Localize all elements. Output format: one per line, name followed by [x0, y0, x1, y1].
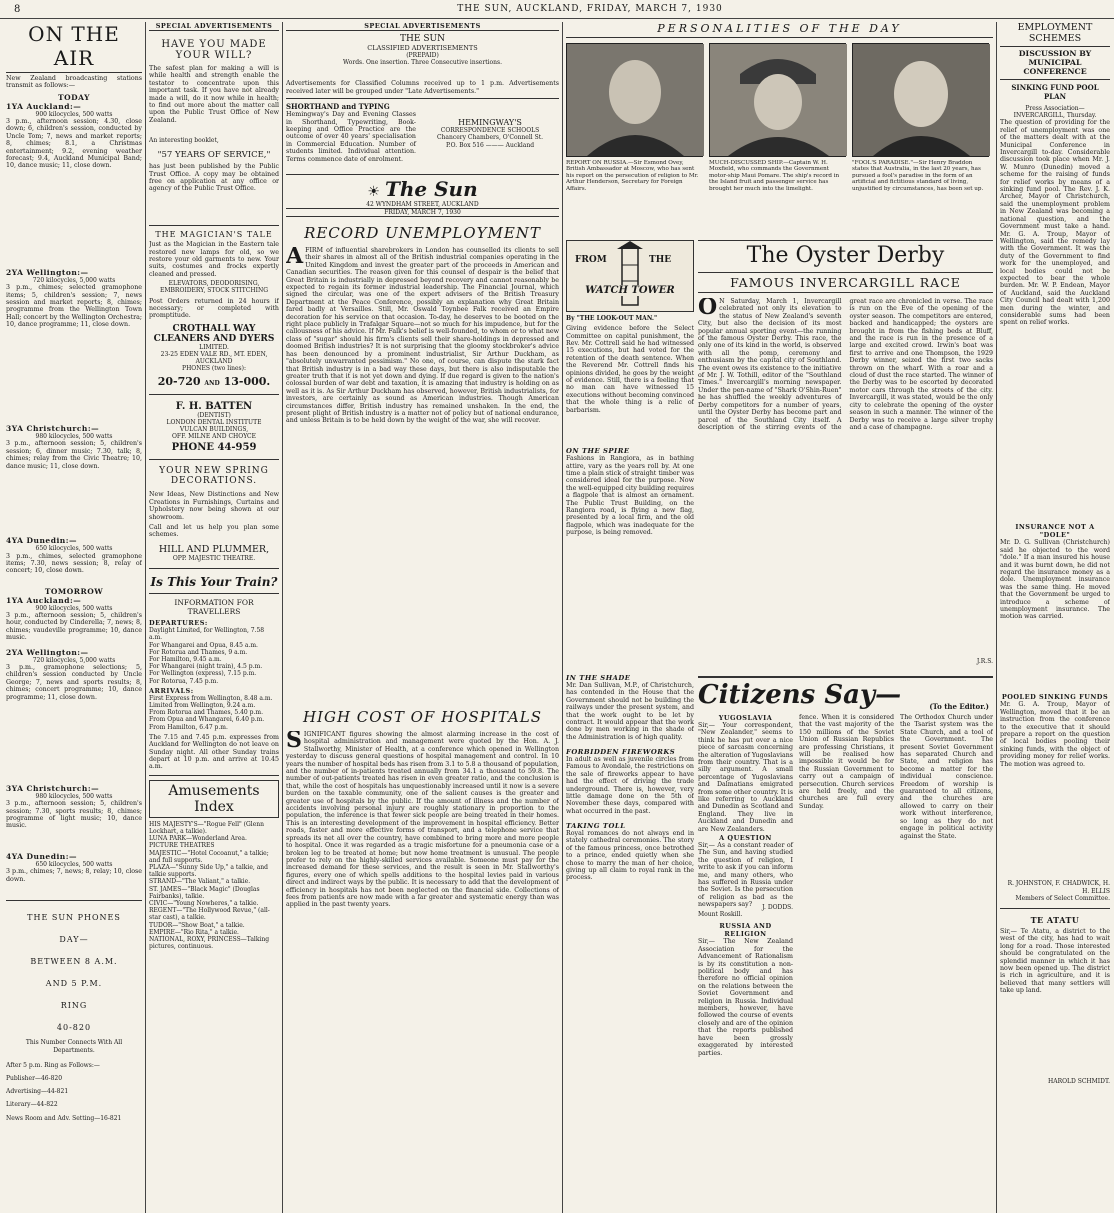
tm-auckland-power: 900 kilocycles, 500 watts [35, 604, 113, 612]
hill-address: OPP. MAJESTIC THEATRE. [172, 554, 256, 562]
watch-tower-column [566, 240, 694, 670]
wellington-head: 2YA Wellington:— [6, 268, 89, 278]
po-box: P.O. Box 516 ——— Auckland [445, 141, 535, 149]
personalities-section [566, 22, 993, 236]
spire-body: Fashions in Rangiora, as in bathing attire, vary as the years roll by. At one time a plain stick of straight timber was considered ideal for the purpose. Now the well-equipped city building requires a flagpole that is almost an ornament. The Public Trust Building, on the Rangiora road, is flying a new flag, presented by a local firm, and the old flagpole, which was inadequate for the purpose, is being removed. [566, 455, 694, 537]
tm-dunedin-prog: 3 p.m., chimes; 7, news; 8, relay; 10, close down. [6, 868, 142, 883]
insurance-head: INSURANCE NOT A "DOLE" [1015, 523, 1095, 540]
years-body: has just been published by the Public Trust Office. A copy may be obtained free on application at any office or agency of the Public Trust Office. [149, 163, 279, 193]
tm-dunedin-power: 650 kilocycles, 500 watts [35, 861, 113, 869]
logo-from: FROM [575, 255, 607, 265]
yugoslavia-head: YUGOSLAVIA [718, 714, 773, 722]
tm-auckland-head: 1YA Auckland:— [6, 595, 82, 605]
col-rule [996, 22, 997, 1213]
col-rule [145, 22, 146, 1213]
cleaners-sub: ELEVATORS, DEODORISING, EMBROIDERY, STOCK STITCHING [160, 280, 268, 295]
magician-title: THE MAGICIAN'S TALE [155, 230, 273, 240]
personalities-title: PERSONALITIES OF THE DAY [566, 22, 993, 38]
sun-emblem-icon: ☀ [367, 184, 380, 200]
will-tail: An interesting booklet, [149, 137, 219, 144]
citizens-title: Citizens Say— [698, 676, 993, 710]
tower-icon [567, 241, 693, 309]
newsroom-phone: News Room and Adv. Setting—16-821 [6, 1114, 122, 1122]
watch-tower-byline: By "THE LOOK-OUT MAN." [566, 315, 658, 322]
caption-moxfield: MUCH-DISCUSSED SHIP.—Captain W. H. Moxfield, who commands the Government motor-ship Maui Pomare. The ship's record in the Island fruit and passenger service has brought her much into the limelight. [709, 160, 840, 192]
batten-address: OFF. MILNE AND CHOYCE [171, 433, 257, 441]
on-the-air-column [6, 22, 142, 1210]
phones-line-3: BETWEEN 8 A.M. [30, 957, 118, 967]
tm-wellington-prog: 3 p.m., gramophone selections; 5, children's session conducted by Uncle George; 7, news and sports results; 8, chimes; concert programme; 10, dance programme; 11, close down. [6, 664, 142, 701]
te-atatu-body: Sir,— Te Atatu, a district to the west of the city, has had to wait long for a road. Those interested should be congratulated on the splendid manner in which it has now been opened up. The district is rich in agriculture, and it is believed that many settlers will take up land. [1000, 928, 1110, 995]
phones-line-6: 40-820 [56, 1023, 92, 1033]
phones-line-5: RING [60, 1001, 88, 1011]
crothall-limited: LIMITED. [199, 343, 229, 351]
shade-body: Mr. Dan Sullivan, M.P., of Christchurch, has contended in the House that the Government should not be building the railways under the present system, and that the work ought to be let by contract. It would appear that the work done by men working in the shade of the Administration is of high quality. [566, 682, 694, 741]
after-hours: After 5 p.m. Ring as Follows:— [6, 1061, 100, 1069]
fireworks-body: In adult as well as juvenile circles from Famous to Avondale, the restrictions on the sale of fireworks appear to have had the effect of driving the trade underground. There is, however, very little damage done on the 5th of November these days, compared with what occurred in the past. [566, 756, 694, 815]
tm-christchurch-head: 3YA Christchurch:— [6, 784, 100, 794]
sinking-fund-head: SINKING FUND POOL PLAN [1011, 83, 1099, 101]
employment-title: EMPLOYMENT SCHEMES [1017, 22, 1093, 44]
caption-braddon: "FOOL'S PARADISE."—Sir Henry Braddon states that Australia, in the last 20 years, has pursued a fool's paradise in the form of an artificial and fictitious standard of living, unjustified by circumstances, has been set up. [852, 160, 984, 192]
today-head: TODAY [58, 92, 90, 102]
russia-right: The Orthodox Church under the Tsarist system was the State Church, and a tool of the Government. The present Soviet Government has separated Church and State, and religion has become a matter for the individual conscience. Freedom of worship is guaranteed to all citizens, and the churches are allowed to carry on their work without interference, so long as they do not engage in political activity against the State. [900, 714, 993, 840]
editorial-hospitals [286, 708, 559, 1208]
departures-head: DEPARTURES: [149, 619, 208, 628]
air-intro: New Zealand broadcasting stations transmit as follows:— [6, 75, 142, 90]
te-atatu-signature: HAROLD SCHMIDT. [1048, 1078, 1110, 1086]
phones-line-2: DAY— [59, 935, 89, 945]
insurance-body: Mr. D. G. Sullivan (Christchurch) said he objected to the word "dole." If a man insured his house and it was burnt down, he did not regard the insurance money as a dole. Unemployment insurance was the same thing. He moved that the Government be urged to introduce a scheme of unemployment insurance. The motion was carried. [1000, 539, 1110, 621]
auckland-head: 1YA Auckland:— [6, 101, 82, 111]
oyster-subtitle: FAMOUS INVERCARGILL RACE [698, 272, 993, 293]
batten-phone: PHONE 44-959 [171, 442, 257, 454]
wellington-prog: 3 p.m., chimes; selected gramophone items; 5, children's session; 7, news session and market reports; 8, chimes; programme from the Wellington Town Hall; concert by the Wellington Orchestra; 10, dance programme; 11, close down. [6, 284, 142, 329]
logo-name: WATCH TOWER [573, 285, 687, 296]
watch-tower-body: Giving evidence before the Select Committee on capital punishment, the Rev. Mr. Cottrell said he had witnessed 15 executions, but had voted for the retention of the death sentence. When the Reverend Mr. Cottrell finds his opinions divided, he goes by the weight of evidence. Still, there is a feeling that no man can have witnessed 15 executions without becoming convinced that the whole thing is a relic of barbarism. [566, 325, 694, 414]
toll-head: TAKING TOLL [566, 822, 626, 830]
special-ads-label: SPECIAL ADVERTISEMENTS [149, 22, 279, 31]
watch-tower-continued [566, 674, 694, 1208]
masthead-address: 42 WYNDHAM STREET, AUCKLAND [366, 201, 479, 208]
will-body: The safest plan for making a will is while health and strength enable the testator to concentrate upon this important task. If you have not already made a will, do it now while in health; to find out more about the matter call upon the Public Trust Office of New Zealand. [149, 65, 279, 124]
oyster-signoff: J.R.S. [976, 658, 993, 665]
oyster-title: The Oyster Derby [698, 240, 993, 268]
yugoslavia-body: Sir,— Your correspondent, "New Zealander," seems to think he has put over a nice piece of sarcasm concerning the alteration of Yugoslavians from their country. That is a silly argument. A small percentage of Yugoslavians and Dalmatians emigrated from some other country. It is like referring to Auckland and Dunedin as Scotland and England. They live in Auckland and Dunedin and are New Zealanders. [698, 722, 793, 833]
classified-box [286, 22, 559, 170]
tm-auckland-prog: 3 p.m., afternoon session; 5, children's hour, conducted by Cinderella; 7, news; 8, chimes; vaudeville programme; 10, dance music. [6, 611, 142, 642]
years-title: "57 YEARS OF SERVICE," [157, 150, 271, 161]
hospitals-title: HIGH COST OF HOSPITALS [302, 708, 543, 726]
phones-line-4: AND 5 P.M. [45, 979, 103, 989]
toll-body: Royal romances do not always end in stately cathedral ceremonies. The story of the famous princess, once betrothed to a prince, ended quietly when she chose to marry the man of her choice, giving up all claim to royal rank in the process. [566, 830, 694, 882]
fireworks-head: FORBIDDEN FIREWORKS [566, 748, 676, 756]
departures-list: Daylight Limited, for Wellington, 7.58 a.m. For Whangarei and Opua, 8.45 a.m. For Rotorua and Thames, 9 a.m. For Hamilton, 9.45 a.m. For Whangarei (night train), 4.5 p.m. For Wellington (express), 7.15 p.m. For Rotorua, 7.45 p.m. [149, 627, 265, 685]
signed-title: Members of Select Committee. [1015, 894, 1110, 902]
batten-building: VULCAN BUILDINGS, [179, 426, 249, 434]
spring-tail: Call and let us help you plan some schemes. [149, 524, 279, 539]
col-rule [282, 22, 283, 1213]
tm-wellington-power: 720 kilocycles, 5,000 watts [32, 656, 116, 664]
tm-christchurch-power: 980 kilocycles, 500 watts [35, 793, 113, 801]
citizens-editor: (To the Editor.) [929, 702, 989, 711]
classified-label: SPECIAL ADVERTISEMENTS [286, 22, 559, 31]
will-title: HAVE YOU MADE YOUR WILL? [161, 39, 267, 61]
literary-phone: Literary—44-822 [6, 1101, 58, 1109]
classified-title: CLASSIFIED ADVERTISEMENTS [367, 44, 478, 52]
employment-subtitle: DISCUSSION BY MUNICIPAL CONFERENCE [1018, 49, 1092, 76]
phone-and: AND [204, 379, 220, 387]
correspondence: CORRESPONDENCE SCHOOLS [440, 127, 540, 135]
advertising-phone: Advertising—44-821 [6, 1088, 69, 1096]
dunedin-power: 650 kilocycles, 500 watts [35, 545, 113, 553]
oyster-dropcap: O [698, 298, 718, 320]
batten-name: F. H. BATTEN [175, 400, 253, 412]
logo-the: THE [649, 255, 672, 265]
portrait-ovey-image [567, 44, 704, 156]
on-the-air-title: ON THE AIR [28, 22, 120, 70]
shorthand-body: Hemingway's Day and Evening Classes in Shorthand, Typewriting, Book-keeping and Office Practice are the outcome of over 40 years' specialisation in Commercial Education. Number of students limited. Individual attention. Terms commence date of enrolment. [286, 111, 416, 163]
arrivals-list: First Express from Wellington, 8.48 a.m. Limited from Wellington, 9.24 a.m. From Rotorua and Thames, 5.40 p.m. From Opua and Whangarei, 6.40 p.m. From Hamilton, 6.47 p.m. [149, 694, 273, 731]
oyster-derby-article [698, 240, 993, 672]
question-head: A QUESTION [719, 834, 772, 842]
editorial-title: RECORD UNEMPLOYMENT [304, 224, 541, 242]
tomorrow-head: TOMORROW [44, 586, 104, 596]
special-ads-column [149, 22, 279, 1210]
masthead [286, 174, 559, 218]
masthead-name: The Sun [385, 177, 478, 201]
auckland-power: 900 kilocycles, 500 watts [35, 110, 113, 118]
classified-cols: Words. One insertion. Three Consecutive insertions. [342, 59, 503, 67]
classified-sun: THE SUN [400, 34, 445, 44]
tm-wellington-head: 2YA Wellington:— [6, 647, 89, 657]
magician-body: Just as the Magician in the Eastern tale restored new lamps for old, so we restore your old garments to new. Your suits, costumes and frocks expertly cleaned and pressed. [149, 241, 279, 278]
portrait-braddon [852, 43, 989, 157]
christchurch-power: 980 kilocycles, 500 watts [35, 433, 113, 441]
christchurch-head: 3YA Christchurch:— [6, 424, 100, 434]
hill-name: HILL AND PLUMMER, [158, 543, 270, 555]
employment-body: The question of providing for the relief of unemployment was one of the matters dealt with at the Municipal Conference in Invercargill to-day. Considerable discussion took place when Mr. J. W. Munro (Dunedin) moved a scheme for the raising of funds for relief works by means of a sinking fund pool. The Rev. J. K. Archer, Mayor of Christchurch, said the unemployment problem in New Zealand was becoming a national question, and the Government must take a hand. Mr. G. A. Troup, Mayor of Wellington, said the remedy lay with the Government. It was the duty of the Government to find work for the unemployed, and local bodies could not be expected to bear the whole burden. Mr. W. P. Endean, Mayor of Auckland, said the Auckland City Council had dealt with 1,200 men during the winter, and considerable sums had been spent on relief works. [1000, 119, 1110, 327]
train-title: Is This Your Train? [150, 575, 278, 590]
russia-middle: fence. When it is considered that the vast majority of the 150 millions of the Soviet Union of Russian Republics are professing Christians, it will be realised how impossible it would be for the Russian Government to carry out a campaign of persecution. Church services are held freely, and the churches are full every Sunday. [799, 714, 894, 810]
oyster-body: N Saturday, March 1, Invercargill celebrated not only its elevation to the status of New Zealand's seventh City, but also the decision of its most popular annual sporting event—the running of the famous Oyster Derby. This race, the only one of its kind in the world, is observed with all the pomp, ceremony and enthusiasm by the capital city of Southland. The event owes its existence to the initiative of Mr. J. W. Tothill, editor of the "Southland Times." Invercargill's morning newspaper. Under the pen-name of "Shark O'Shin-Ruen" he has shuffled the weekly adventures of Derby competitors for a number of years, until the Oyster Derby has become part and parcel of the Southland City itself. A description of the stirring events of the great race are chronicled in verse. The race is run on the Eve of the opening of the oyster season. The competitors are entered, backed and handicapped; the oysters are brought in from the fishing beds at Bluff, and the race is run in the presence of a large and excited crowd. Irwin's boat was first to arrive and one Thompson, the 1929 Derby winner, seized the first two sacks thrown on the wharf. With a roar and a cloud of dust the race started. The winner of the Derby was to be escorted by decorated motor cars through the streets of the city. Invercargill, it was stated, would be the only city to celebrate the opening of the oyster season in such a manner. The winner of the Derby was to receive a large silver trophy and a case of champagne. [698, 298, 993, 431]
publisher-phone: Publisher—46-820 [6, 1075, 63, 1083]
classified-prepaid: (PREPAID) [406, 52, 439, 59]
caption-ovey: REPORT ON RUSSIA.—Sir Esmond Ovey, British Ambassador at Moscow, who has sent his report on the persecution of religion to Mr. Arthur Henderson, Secretary for Foreign Affairs. [566, 160, 699, 192]
portrait-moxfield-image [710, 44, 847, 156]
portrait-braddon-image [853, 44, 990, 156]
crothall-name: CROTHALL WAY CLEANERS AND DYERS [153, 323, 275, 344]
cleaners-line: Post Orders returned in 24 hours if necessary; or completed with promptitude. [149, 297, 279, 320]
portrait-moxfield [709, 43, 846, 157]
col-rule [562, 22, 563, 1213]
crothall-address: 23-25 EDEN VALE RD., MT. EDEN, AUCKLAND [160, 351, 268, 366]
signed-names: R. JOHNSTON, F. CHADWICK, H. H. ELLIS [1007, 880, 1110, 895]
question-place: Mount Roskill. [698, 911, 743, 919]
phones-line-1: THE SUN PHONES [27, 913, 121, 923]
citizens-say-section [698, 676, 993, 1208]
pool-body: Mr. G. A. Troup, Mayor of Wellington, moved that it be an instruction from the conference to the executive that it should prepare a report on the question of local bodies pooling their sinking funds, with the object of providing money for relief works. The motion was agreed to. [1000, 701, 1110, 768]
spring-title: YOUR NEW SPRING DECORATIONS. [159, 466, 269, 487]
russia-head: RUSSIA AND RELIGION [719, 922, 772, 939]
hospitals-body: IGNIFICANT figures showing the almost alarming increase in the cost of hospital administration and management were quoted by the Hon. A. J. Stallworthy, Minister of Health, at a conference which opened in Wellington yesterday to discuss general questions of hospital management and control. In 10 years the number of hospital beds has risen from 3.1 to 5.8 a thousand of population, and the number of in-patients treated annually from 34.1 a thousand to 59.8. The number of out-patients treated has risen in even greater ratio, and the conclusion is that, while the cost of hospitals has unquestionably increased until it now is a severe burden on the taxable community, one of the salient causes is the greater and greater use of hospitals by the public. If the amount of illness and the number of accidents involving personal injury are roughly stationary in proportion to the population, the inference is that fewer sick people are being treated in their homes. This is an interesting development of the improvement in hospital efficiency. Better roads, faster and more effective forms of transport, and a telephone service that spreads its net all over the country, have combined to bring more and more people to hospital. Once it was regarded as a tragic misfortune for a pneumonia case or a broken leg to be treated at home; but now home treatment is unusual. The people prefer to rely on the highly-skilled services available. Someone must pay for the increased demand for these services, and the result is seen in Mr. Stallworthy's figures, every one of which spells additions to the hospital levies paid in various direct and indirect ways by the public. It is necessary to add that the development of efficiency in hospitals has not been neglected on the financial side. Collections of fees from patients are now made with a far greater and systematic energy than was applied in the past twenty years. [286, 731, 559, 909]
portrait-ovey [566, 43, 703, 157]
train-note: The 7.15 and 7.45 p.m. expresses from Auckland for Wellington do not leave on Sunday night. All other Sunday trains depart at 10 p.m. and arrive at 10.45 a.m. [149, 733, 279, 771]
head-rule [0, 18, 1114, 19]
chancery: Chancery Chambers, O'Connell St. [436, 134, 544, 142]
tm-christchurch-prog: 3 p.m., afternoon session; 5, children's session; 7.30, sports results; 8, chimes; programme of light music; 10, dance music. [6, 800, 142, 830]
editorial-dropcap: A [286, 247, 304, 269]
batten-institute: LONDON DENTAL INSTITUTE [166, 418, 262, 426]
running-head: THE SUN, AUCKLAND, FRIDAY, MARCH 7, 1930 [457, 4, 723, 14]
dunedin-head: 4YA Dunedin:— [6, 536, 78, 546]
watch-tower-logo [566, 240, 694, 312]
editorial-body: FIRM of influential sharebrokers in London has counselled its clients to sell their shares in almost all of the British industrial companies operating in the United Kingdom and invest the greater part of the proceeds in American and Canadian securities. The reason given for this counsel of despair is the belief that Great Britain is industrially in depressed beyond recovery and cannot reasonably be expected to regain its former industrial leadership. The Financial Journal, which signed the circular, was one of the expert advisers of the British Treasury Department at the Peace Conference, possibly an explanation why Great Britain fared badly at Versailles. Still, Mr. Oswald Toynbee Falk received an Empire decoration for his service on that occasion. To-day, he deserves to be booted on the right place publicly in Trafalgar Square—not so much for his impudence, but for the callousness of his advice. If Mr. Falk's belief is well-founded, to whom or to what new class of "sugar" should his firm's clients sell their share-holdings in depressed and doomed British industries? It is not surprising that the gloomy stockbroker's advice has been denounced by a prominent industrialist, Sir Arthur Duckham, as "absolutely unwarranted pessimism." No one, of course, can dispute the stark fact that British industry is in a bad way these days, but there is also indisputable the greater truth that it is not yet down and dying. If due regard is given to the nation's colossal burden of war debt and taxation, it is amazing that industry is holding on as well as it is. As Sir Arthur Duckham has observed, however, British industrialists, for investors, are certainly as sound as American industries. Though American circumstances differ, British industry has remained unshaken. In the end, the present plight of British industry is a matter not of policy but of national endurance, and unless Britain is to be held down by the weight of the war, she will recover. [286, 247, 559, 425]
shorthand-title: SHORTHAND and TYPING [286, 102, 390, 112]
hospitals-dropcap: S [286, 731, 302, 753]
employment-column [1000, 22, 1110, 1210]
masthead-date: FRIDAY, MARCH 7, 1930 [286, 208, 559, 217]
question-body: Sir,— As a constant reader of The Sun, and having studied the question of religion, I write to ask if you can inform me, and many others, who has suffered in Russia under the Soviet. Is the persecution of religion as bad as the newspapers say? [698, 842, 793, 909]
batten-sub: (DENTIST) [197, 411, 231, 419]
wellington-power: 720 kilocycles, 5,000 watts [32, 277, 116, 285]
spring-body: New Ideas, New Distinctions and New Creations in Furnishings, Curtains and Upholstery now being shown at our showroom. [149, 491, 279, 521]
russia-body: Sir,— The New Zealand Association for the Advancement of Rationalism is by its constitution a non-political body and has therefore no official opinion on the relations between the Soviet Government and religion in Russia. Individual members, however, have followed the course of events closely and are of the opinion that the reports published have been grossly exaggerated by interested parties. [698, 938, 793, 1057]
phone-b: 13-000. [223, 374, 271, 388]
christchurch-prog: 3 p.m., afternoon session; 5, children's session; 6, dinner music; 7.30, talk; 8, chimes; relay from the Civic Theatre; 10, dance music; 11, close down. [6, 440, 142, 470]
amusements-title: Amusements Index [149, 780, 279, 818]
spire-head: ON THE SPIRE [566, 447, 630, 456]
page-number: 8 [14, 4, 22, 15]
phone-a: 20-720 [157, 374, 201, 388]
phones-note: This Number Connects With All Departments. [25, 1039, 123, 1054]
pool-head: POOLED SINKING FUNDS [1001, 693, 1109, 702]
te-atatu-head: TE ATATU [1030, 915, 1080, 926]
hemingway-name: HEMINGWAY'S [458, 118, 522, 128]
phones-label: PHONES (two lines): [182, 365, 246, 373]
auckland-prog: 3 p.m., afternoon session; 4.30, close down; 6, children's session, conducted by Uncle Tom; 7, news and market reports; 8, chimes; 8.1, a Christmas entertainment; 9.2, evening weather forecast; 9.4, Auckland Municipal Band; 10, dance music; 11, close down. [6, 118, 142, 170]
travel-title: INFORMATION FOR TRAVELLERS [174, 598, 254, 617]
question-signature: J. DODDS. [762, 904, 793, 911]
editorial-unemployment [286, 224, 559, 704]
dunedin-prog: 3 p.m., chimes, selected gramophone items; 7.30, news session; 8, relay of concert; 10, close down. [6, 552, 142, 575]
classified-note: Advertisements for Classified Columns received up to 1 p.m. Advertisements received later will be grouped under "Late Advertisements." [286, 80, 559, 95]
employment-dateline: Press Association—INVERCARGILL, Thursday. [1013, 105, 1097, 120]
amusements-list: HIS MAJESTY'S—"Rogue Fell" (Glenn Lockhart, a talkie). LUNA PARK—Wonderland Area. PICTURE THEATRES MAJESTIC—"Hotel Cocoanut," a talkie; and full supports. PLAZA—"Sunny Side Up," a talkie, and talkie supports. STRAND—"The Valiant," a talkie. ST. JAMES—"Black Magic" (Douglas Fairbanks), talkie. CIVIC—"Young Nowheres," a talkie. REGENT—"The Hollywood Revue," (all-star cast), a talkie. TUDOR—"Show Boat," a talkie. EMPIRE—"Rio Rita," a talkie. NATIONAL, ROXY, PRINCESS—Talking pictures, continuous. [149, 820, 270, 951]
tm-dunedin-head: 4YA Dunedin:— [6, 852, 78, 862]
shade-head: IN THE SHADE [566, 674, 631, 682]
arrivals-head: ARRIVALS: [149, 686, 194, 695]
